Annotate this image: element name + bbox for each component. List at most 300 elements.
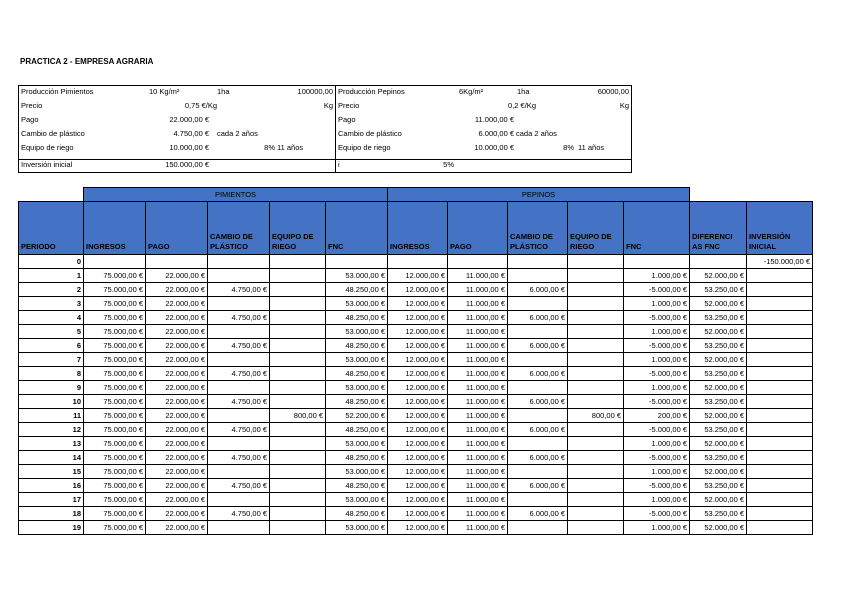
value-cell [270, 311, 326, 325]
param-right-1-v1: 0,2 €/Kg [508, 101, 536, 110]
value-cell [508, 297, 568, 311]
value-cell: 12.000,00 € [388, 283, 448, 297]
value-cell: 12.000,00 € [388, 409, 448, 423]
value-cell: 1.000,00 € [624, 269, 690, 283]
period-cell: 3 [19, 297, 84, 311]
value-cell: 22.000,00 € [146, 521, 208, 535]
value-cell: 6.000,00 € [508, 395, 568, 409]
value-cell: 11.000,00 € [448, 521, 508, 535]
column-header: PAGO [146, 202, 208, 255]
value-cell: -5.000,00 € [624, 507, 690, 521]
param-right-4-label: Equipo de riego [338, 143, 391, 152]
value-cell: 75.000,00 € [84, 367, 146, 381]
value-cell [747, 409, 813, 423]
value-cell: 75.000,00 € [84, 423, 146, 437]
table-row [19, 283, 813, 297]
value-cell: 22.000,00 € [146, 395, 208, 409]
table-row [19, 339, 813, 353]
value-cell [568, 339, 624, 353]
value-cell: 6.000,00 € [508, 311, 568, 325]
value-cell: 800,00 € [568, 409, 624, 423]
value-cell: 4.750,00 € [208, 395, 270, 409]
value-cell [568, 493, 624, 507]
value-cell [747, 493, 813, 507]
period-cell: 13 [19, 437, 84, 451]
value-cell: -5.000,00 € [624, 367, 690, 381]
value-cell: 4.750,00 € [208, 423, 270, 437]
param-right-3-label: Cambio de plástico [338, 129, 402, 138]
table-row [19, 381, 813, 395]
value-cell: 52.000,00 € [690, 297, 747, 311]
value-cell [747, 367, 813, 381]
value-cell: 75.000,00 € [84, 437, 146, 451]
value-cell: 52.000,00 € [690, 269, 747, 283]
value-cell: 12.000,00 € [388, 325, 448, 339]
value-cell: 6.000,00 € [508, 339, 568, 353]
value-cell: 1.000,00 € [624, 381, 690, 395]
table-row [19, 465, 813, 479]
column-header: PERIODO [19, 202, 84, 255]
value-cell [568, 521, 624, 535]
period-cell: 19 [19, 521, 84, 535]
column-header: CAMBIO DE PLÁSTICO [508, 202, 568, 255]
value-cell [747, 437, 813, 451]
value-cell: 6.000,00 € [508, 423, 568, 437]
value-cell [84, 255, 146, 269]
value-cell: 800,00 € [270, 409, 326, 423]
param-right-0-v3: 60000,00 [597, 87, 629, 96]
value-cell [270, 465, 326, 479]
value-cell: -150.000,00 € [747, 255, 813, 269]
value-cell: 48.250,00 € [326, 339, 388, 353]
value-cell: 11.000,00 € [448, 451, 508, 465]
value-cell: 6.000,00 € [508, 283, 568, 297]
value-cell [568, 395, 624, 409]
value-cell: 11.000,00 € [448, 353, 508, 367]
value-cell: 53.250,00 € [690, 283, 747, 297]
value-cell: 22.000,00 € [146, 465, 208, 479]
value-cell [568, 465, 624, 479]
value-cell: -5.000,00 € [624, 451, 690, 465]
period-cell: 1 [19, 269, 84, 283]
param-left-3-v1: 4.750,00 € [173, 129, 209, 138]
value-cell [208, 493, 270, 507]
param-left-1-v1: 0,75 €/Kg [184, 101, 217, 110]
value-cell: 22.000,00 € [146, 479, 208, 493]
value-cell: 53.000,00 € [326, 381, 388, 395]
column-header: EQUIPO DE RIEGO [270, 202, 326, 255]
column-header: PAGO [448, 202, 508, 255]
value-cell [270, 451, 326, 465]
param-left-0-label: Producción Pimientos [21, 87, 94, 96]
value-cell: 6.000,00 € [508, 451, 568, 465]
value-cell: 11.000,00 € [448, 395, 508, 409]
value-cell [270, 479, 326, 493]
param-left-4-v2: 8% [264, 143, 275, 152]
param-left-0-v3: 100000,00 [297, 87, 333, 96]
table-row [19, 367, 813, 381]
value-cell: 12.000,00 € [388, 423, 448, 437]
value-cell: 11.000,00 € [448, 339, 508, 353]
value-cell [747, 451, 813, 465]
value-cell [747, 297, 813, 311]
value-cell [270, 395, 326, 409]
value-cell: 75.000,00 € [84, 325, 146, 339]
value-cell: 48.250,00 € [326, 423, 388, 437]
value-cell [568, 423, 624, 437]
value-cell: 22.000,00 € [146, 283, 208, 297]
value-cell: 48.250,00 € [326, 367, 388, 381]
table-row [19, 311, 813, 325]
value-cell: 12.000,00 € [388, 507, 448, 521]
param-right-2-v1: 11.000,00 € [474, 115, 514, 124]
period-cell: 18 [19, 507, 84, 521]
value-cell [747, 479, 813, 493]
value-cell [270, 269, 326, 283]
param-left-5-label: Inversión inicial [21, 160, 73, 169]
param-left-0-v1: 10 Kg/m² [149, 87, 180, 96]
value-cell [508, 493, 568, 507]
value-cell: 11.000,00 € [448, 479, 508, 493]
blank-cell [690, 188, 747, 202]
column-header: DIFERENCI AS FNC [690, 202, 747, 255]
value-cell: 22.000,00 € [146, 297, 208, 311]
blank-cell [19, 188, 84, 202]
value-cell [747, 395, 813, 409]
params-column-divider [335, 86, 336, 172]
table-row [19, 395, 813, 409]
value-cell: 12.000,00 € [388, 381, 448, 395]
param-left-4-label: Equipo de riego [21, 143, 74, 152]
value-cell: 22.000,00 € [146, 381, 208, 395]
value-cell [568, 437, 624, 451]
column-header: FNC [326, 202, 388, 255]
param-right-5-label: i [338, 160, 340, 169]
value-cell: 75.000,00 € [84, 479, 146, 493]
value-cell: 12.000,00 € [388, 479, 448, 493]
value-cell: 11.000,00 € [448, 269, 508, 283]
value-cell: 53.250,00 € [690, 479, 747, 493]
value-cell: -5.000,00 € [624, 311, 690, 325]
value-cell: 48.250,00 € [326, 479, 388, 493]
param-left-2-label: Pago [21, 115, 39, 124]
value-cell: 4.750,00 € [208, 339, 270, 353]
value-cell: 75.000,00 € [84, 283, 146, 297]
value-cell: 22.000,00 € [146, 437, 208, 451]
value-cell [270, 325, 326, 339]
table-row [19, 409, 813, 423]
value-cell: 11.000,00 € [448, 423, 508, 437]
value-cell: -5.000,00 € [624, 423, 690, 437]
value-cell: 22.000,00 € [146, 325, 208, 339]
table-row [19, 325, 813, 339]
value-cell: 22.000,00 € [146, 493, 208, 507]
value-cell: 48.250,00 € [326, 451, 388, 465]
param-right-5-v1: 5% [443, 160, 454, 169]
value-cell [270, 493, 326, 507]
period-cell: 15 [19, 465, 84, 479]
value-cell [508, 465, 568, 479]
value-cell: 53.250,00 € [690, 395, 747, 409]
value-cell [208, 255, 270, 269]
value-cell: 75.000,00 € [84, 451, 146, 465]
value-cell: 53.000,00 € [326, 465, 388, 479]
value-cell: 53.000,00 € [326, 493, 388, 507]
value-cell: 11.000,00 € [448, 381, 508, 395]
value-cell: 4.750,00 € [208, 367, 270, 381]
value-cell: 52.000,00 € [690, 521, 747, 535]
value-cell: 4.750,00 € [208, 283, 270, 297]
table-row [19, 255, 813, 269]
value-cell: 12.000,00 € [388, 451, 448, 465]
value-cell [747, 269, 813, 283]
value-cell: -5.000,00 € [624, 479, 690, 493]
value-cell: 52.200,00 € [326, 409, 388, 423]
value-cell: 11.000,00 € [448, 311, 508, 325]
param-right-1-v3: Kg [619, 101, 629, 110]
value-cell [208, 297, 270, 311]
value-cell: 53.000,00 € [326, 521, 388, 535]
value-cell: 75.000,00 € [84, 311, 146, 325]
value-cell: 75.000,00 € [84, 381, 146, 395]
value-cell [208, 269, 270, 283]
value-cell [568, 479, 624, 493]
value-cell: 12.000,00 € [388, 339, 448, 353]
param-left-5-v1: 150.000,00 € [165, 160, 209, 169]
cash-flow-table [18, 187, 813, 535]
value-cell [270, 297, 326, 311]
value-cell [747, 311, 813, 325]
value-cell [270, 521, 326, 535]
value-cell: 52.000,00 € [690, 437, 747, 451]
value-cell: 1.000,00 € [624, 521, 690, 535]
table-row [19, 423, 813, 437]
table-row [19, 297, 813, 311]
param-right-0-v2: 1ha [517, 87, 530, 96]
value-cell: 22.000,00 € [146, 451, 208, 465]
value-cell: 22.000,00 € [146, 311, 208, 325]
value-cell: 1.000,00 € [624, 353, 690, 367]
value-cell [270, 353, 326, 367]
value-cell: 22.000,00 € [146, 409, 208, 423]
value-cell: 75.000,00 € [84, 521, 146, 535]
param-right-4-v3: 11 años [578, 143, 605, 152]
value-cell: 22.000,00 € [146, 269, 208, 283]
value-cell: 53.250,00 € [690, 311, 747, 325]
value-cell [568, 381, 624, 395]
value-cell: 53.000,00 € [326, 325, 388, 339]
value-cell: 11.000,00 € [448, 507, 508, 521]
value-cell [568, 283, 624, 297]
value-cell [747, 325, 813, 339]
value-cell [208, 409, 270, 423]
period-cell: 4 [19, 311, 84, 325]
value-cell: 12.000,00 € [388, 353, 448, 367]
value-cell [208, 381, 270, 395]
value-cell: 53.000,00 € [326, 353, 388, 367]
period-cell: 9 [19, 381, 84, 395]
period-cell: 2 [19, 283, 84, 297]
table-row [19, 451, 813, 465]
value-cell [568, 451, 624, 465]
value-cell [270, 255, 326, 269]
param-left-2-v1: 22.000,00 € [169, 115, 209, 124]
value-cell: -5.000,00 € [624, 395, 690, 409]
value-cell: 22.000,00 € [146, 507, 208, 521]
value-cell: 53.250,00 € [690, 367, 747, 381]
param-left-3-label: Cambio de plástico [21, 129, 85, 138]
value-cell: 53.250,00 € [690, 507, 747, 521]
value-cell [747, 353, 813, 367]
period-cell: 17 [19, 493, 84, 507]
column-header: FNC [624, 202, 690, 255]
value-cell [568, 367, 624, 381]
value-cell: 12.000,00 € [388, 521, 448, 535]
value-cell [388, 255, 448, 269]
value-cell: 75.000,00 € [84, 465, 146, 479]
param-right-3-v2: cada 2 años [516, 129, 557, 138]
table-row [19, 521, 813, 535]
value-cell [747, 283, 813, 297]
param-left-1-v3: Kg [323, 101, 333, 110]
table-row [19, 507, 813, 521]
value-cell [568, 255, 624, 269]
param-left-0-v2: 1ha [217, 87, 230, 96]
value-cell: 75.000,00 € [84, 493, 146, 507]
value-cell [690, 255, 747, 269]
value-cell [508, 353, 568, 367]
value-cell [747, 465, 813, 479]
param-right-1-label: Precio [338, 101, 360, 110]
value-cell: 75.000,00 € [84, 297, 146, 311]
value-cell: 12.000,00 € [388, 367, 448, 381]
value-cell: 48.250,00 € [326, 283, 388, 297]
value-cell [208, 437, 270, 451]
value-cell: 11.000,00 € [448, 493, 508, 507]
value-cell: 6.000,00 € [508, 367, 568, 381]
value-cell: 75.000,00 € [84, 339, 146, 353]
value-cell [270, 283, 326, 297]
value-cell: 12.000,00 € [388, 311, 448, 325]
value-cell: 53.000,00 € [326, 437, 388, 451]
value-cell [146, 255, 208, 269]
value-cell: 6.000,00 € [508, 479, 568, 493]
value-cell: 12.000,00 € [388, 395, 448, 409]
value-cell: 11.000,00 € [448, 325, 508, 339]
group-pepinos: PEPINOS [388, 188, 690, 202]
value-cell: 22.000,00 € [146, 353, 208, 367]
value-cell [508, 521, 568, 535]
value-cell [208, 465, 270, 479]
value-cell: 4.750,00 € [208, 311, 270, 325]
value-cell: 11.000,00 € [448, 437, 508, 451]
value-cell [270, 339, 326, 353]
value-cell: 52.000,00 € [690, 381, 747, 395]
value-cell [508, 325, 568, 339]
param-right-2-label: Pago [338, 115, 356, 124]
value-cell [208, 325, 270, 339]
parameters-box [18, 85, 632, 173]
value-cell: 12.000,00 € [388, 493, 448, 507]
value-cell: 53.250,00 € [690, 423, 747, 437]
value-cell: 22.000,00 € [146, 423, 208, 437]
value-cell [270, 437, 326, 451]
value-cell: 52.000,00 € [690, 493, 747, 507]
value-cell [747, 423, 813, 437]
value-cell: 11.000,00 € [448, 409, 508, 423]
period-cell: 11 [19, 409, 84, 423]
value-cell: 53.250,00 € [690, 339, 747, 353]
column-header-row [19, 202, 813, 255]
value-cell [326, 255, 388, 269]
value-cell [747, 339, 813, 353]
params-divider [19, 159, 631, 160]
period-cell: 5 [19, 325, 84, 339]
value-cell: 53.000,00 € [326, 269, 388, 283]
value-cell [270, 507, 326, 521]
period-cell: 0 [19, 255, 84, 269]
param-left-4-v1: 10.000,00 € [169, 143, 209, 152]
value-cell: -5.000,00 € [624, 283, 690, 297]
column-header: CAMBIO DE PLÁSTICO [208, 202, 270, 255]
value-cell: 22.000,00 € [146, 339, 208, 353]
value-cell [508, 381, 568, 395]
value-cell: -5.000,00 € [624, 339, 690, 353]
period-cell: 16 [19, 479, 84, 493]
value-cell: 75.000,00 € [84, 395, 146, 409]
param-right-0-v1: 6Kg/m² [459, 87, 484, 96]
value-cell [747, 507, 813, 521]
value-cell [208, 353, 270, 367]
value-cell [568, 507, 624, 521]
value-cell: 12.000,00 € [388, 465, 448, 479]
value-cell: 11.000,00 € [448, 297, 508, 311]
value-cell [208, 521, 270, 535]
value-cell: 52.000,00 € [690, 465, 747, 479]
column-header: INGRESOS [388, 202, 448, 255]
value-cell [747, 381, 813, 395]
value-cell [568, 269, 624, 283]
value-cell: 48.250,00 € [326, 395, 388, 409]
value-cell: 53.250,00 € [690, 451, 747, 465]
value-cell: 1.000,00 € [624, 465, 690, 479]
period-cell: 8 [19, 367, 84, 381]
value-cell: 48.250,00 € [326, 507, 388, 521]
value-cell: 75.000,00 € [84, 409, 146, 423]
value-cell: 52.000,00 € [690, 353, 747, 367]
table-row [19, 269, 813, 283]
value-cell: 52.000,00 € [690, 409, 747, 423]
value-cell: 12.000,00 € [388, 437, 448, 451]
param-right-0-label: Producción Pepinos [338, 87, 405, 96]
group-header-row [19, 188, 813, 202]
value-cell [568, 297, 624, 311]
param-left-1-label: Precio [21, 101, 43, 110]
value-cell [568, 311, 624, 325]
value-cell [747, 521, 813, 535]
value-cell: 12.000,00 € [388, 269, 448, 283]
page-title: PRACTICA 2 - EMPRESA AGRARIA [20, 57, 154, 66]
value-cell: 11.000,00 € [448, 465, 508, 479]
value-cell: 48.250,00 € [326, 311, 388, 325]
value-cell: 4.750,00 € [208, 479, 270, 493]
period-cell: 10 [19, 395, 84, 409]
value-cell: 1.000,00 € [624, 325, 690, 339]
value-cell: 52.000,00 € [690, 325, 747, 339]
param-right-4-v1: 10.000,00 € [474, 143, 514, 152]
table-row [19, 493, 813, 507]
param-left-3-v2: cada 2 años [217, 129, 258, 138]
